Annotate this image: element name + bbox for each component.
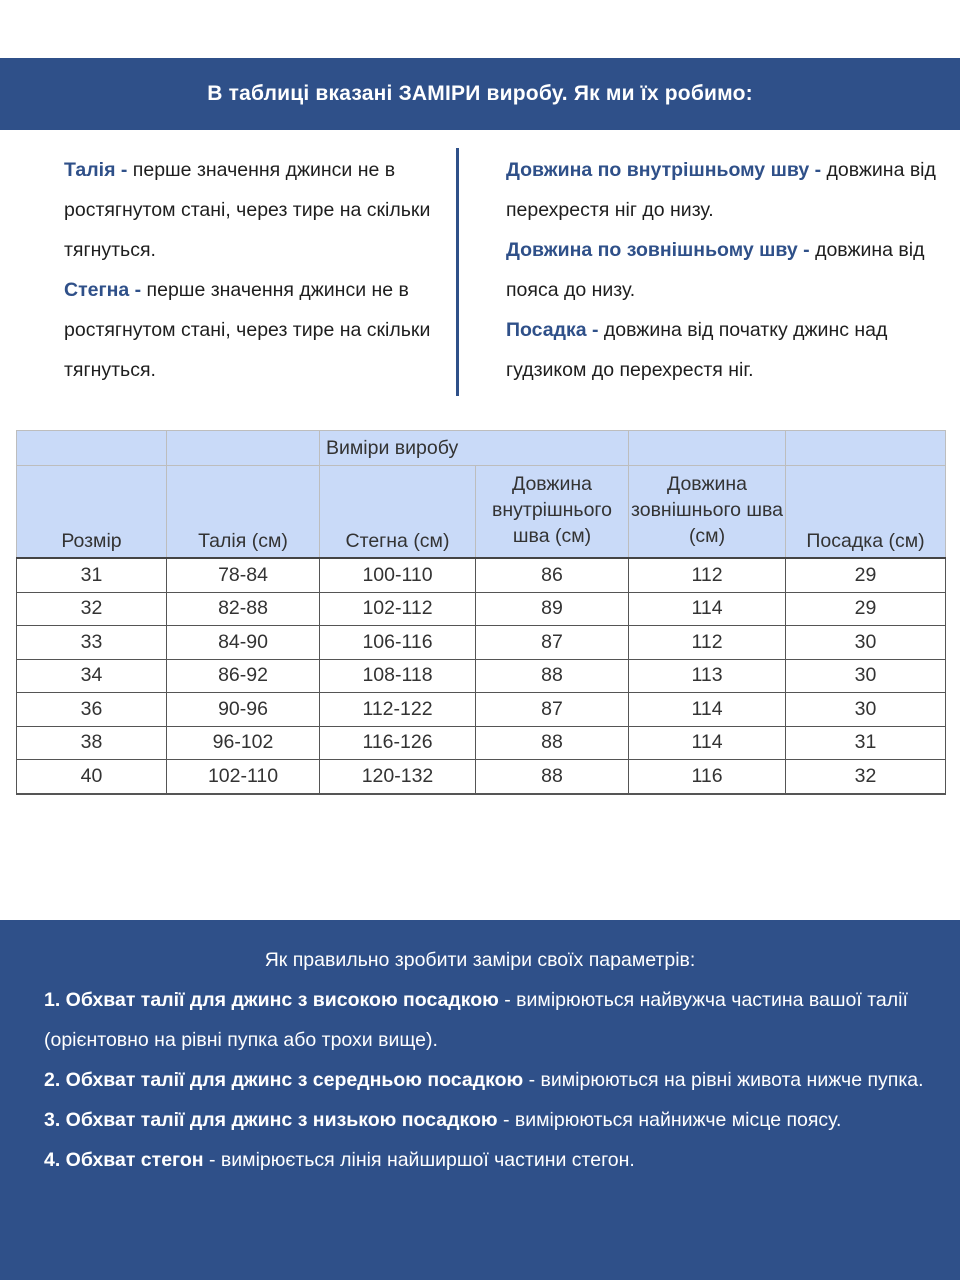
cell-hips: 120-132 xyxy=(320,760,476,794)
step-text: - вимірюються на рівні живота нижче пупка. xyxy=(523,1069,924,1091)
table-row xyxy=(17,693,946,727)
cell-rise: 30 xyxy=(786,693,946,727)
column-header-waist: Талія (см) xyxy=(167,466,320,559)
cell-hips: 108-118 xyxy=(320,659,476,693)
definition-rise xyxy=(506,310,936,390)
cell-size: 33 xyxy=(17,626,167,660)
cell-waist: 78-84 xyxy=(167,558,320,592)
column-header-outseam: Довжина зовнішнього шва (см) xyxy=(629,466,786,559)
group-header-label: Виміри виробу xyxy=(320,431,629,466)
cell-rise: 30 xyxy=(786,659,946,693)
step-title: 4. Обхват стегон xyxy=(44,1149,204,1171)
cell-waist: 96-102 xyxy=(167,726,320,760)
cell-hips: 112-122 xyxy=(320,693,476,727)
group-header-cell xyxy=(629,431,786,466)
cell-outseam: 114 xyxy=(629,726,786,760)
step-text: - вимірюються найвужча частина вашої талії (орієнтовно на рівні пупка або трохи вище). xyxy=(44,989,908,1051)
table-row xyxy=(17,558,946,592)
cell-size: 38 xyxy=(17,726,167,760)
how-to-steps xyxy=(44,980,934,1180)
cell-hips: 106-116 xyxy=(320,626,476,660)
definition-text: довжина від перехрестя ніг до низу. xyxy=(506,159,936,221)
how-to-title: Як правильно зробити заміри своїх параметрів: xyxy=(264,949,696,971)
definition-outseam xyxy=(506,230,936,310)
cell-waist: 82-88 xyxy=(167,592,320,626)
step-item xyxy=(44,1140,934,1180)
definition-term: Талія - xyxy=(64,159,128,181)
definition-term: Довжина по внутрішньому шву - xyxy=(506,159,822,181)
step-title: 2. Обхват талії для джинс з середньою посадкою xyxy=(44,1069,524,1091)
size-table-area xyxy=(16,430,946,795)
definition-text: довжина від початку джинс над гудзиком до перехрестя ніг. xyxy=(506,319,888,381)
cell-size: 36 xyxy=(17,693,167,727)
cell-outseam: 114 xyxy=(629,693,786,727)
cell-inseam: 87 xyxy=(476,626,629,660)
size-table xyxy=(16,430,946,795)
cell-size: 34 xyxy=(17,659,167,693)
cell-waist: 102-110 xyxy=(167,760,320,794)
group-header-cell xyxy=(17,431,167,466)
bottom-banner xyxy=(0,920,960,1280)
definition-text: перше значення джинси не в ростягнутом стані, через тире на скільки тягнуться. xyxy=(64,279,431,381)
definition-term: Стегна - xyxy=(64,279,142,301)
step-title: 1. Обхват талії для джинс з високою посадкою xyxy=(44,989,499,1011)
definition-text: довжина від пояса до низу. xyxy=(506,239,925,301)
table-row xyxy=(17,760,946,794)
table-row xyxy=(17,659,946,693)
table-row xyxy=(17,726,946,760)
top-banner xyxy=(0,58,960,130)
step-item xyxy=(44,980,934,1060)
cell-inseam: 87 xyxy=(476,693,629,727)
table-body xyxy=(17,558,946,794)
cell-inseam: 88 xyxy=(476,659,629,693)
cell-inseam: 86 xyxy=(476,558,629,592)
cell-hips: 100-110 xyxy=(320,558,476,592)
definition-text: перше значення джинси не в ростягнутом стані, через тире на скільки тягнуться. xyxy=(64,159,431,261)
cell-hips: 102-112 xyxy=(320,592,476,626)
cell-rise: 32 xyxy=(786,760,946,794)
cell-outseam: 116 xyxy=(629,760,786,794)
step-text: - вимірюється лінія найширшої частини стегон. xyxy=(203,1149,635,1171)
cell-rise: 29 xyxy=(786,592,946,626)
cell-inseam: 88 xyxy=(476,760,629,794)
cell-size: 31 xyxy=(17,558,167,592)
column-header-size: Розмір xyxy=(17,466,167,559)
cell-hips: 116-126 xyxy=(320,726,476,760)
group-header-cell xyxy=(167,431,320,466)
cell-waist: 84-90 xyxy=(167,626,320,660)
table-header-row xyxy=(17,466,946,559)
step-text: - вимірюються найнижче місце поясу. xyxy=(497,1109,842,1131)
cell-inseam: 89 xyxy=(476,592,629,626)
cell-outseam: 112 xyxy=(629,626,786,660)
cell-rise: 30 xyxy=(786,626,946,660)
definition-waist xyxy=(64,150,444,270)
cell-outseam: 114 xyxy=(629,592,786,626)
banner-title: В таблиці вказані ЗАМІРИ виробу. Як ми їх робимо: xyxy=(207,82,753,105)
cell-outseam: 112 xyxy=(629,558,786,592)
vertical-divider xyxy=(456,148,459,396)
column-header-rise: Посадка (см) xyxy=(786,466,946,559)
definition-hips xyxy=(64,270,444,390)
step-item xyxy=(44,1100,934,1140)
cell-outseam: 113 xyxy=(629,659,786,693)
column-header-inseam: Довжина внутрішнього шва (см) xyxy=(476,466,629,559)
table-row xyxy=(17,592,946,626)
definition-term: Довжина по зовнішньому шву - xyxy=(506,239,810,261)
step-item xyxy=(44,1060,934,1100)
cell-size: 40 xyxy=(17,760,167,794)
cell-waist: 86-92 xyxy=(167,659,320,693)
definition-term: Посадка - xyxy=(506,319,599,341)
table-row xyxy=(17,626,946,660)
cell-rise: 31 xyxy=(786,726,946,760)
definitions-right xyxy=(506,150,936,390)
definitions-left xyxy=(64,150,444,390)
step-title: 3. Обхват талії для джинс з низькою посадкою xyxy=(44,1109,498,1131)
cell-size: 32 xyxy=(17,592,167,626)
cell-inseam: 88 xyxy=(476,726,629,760)
table-group-header-row xyxy=(17,431,946,466)
group-header-cell xyxy=(786,431,946,466)
definition-inseam xyxy=(506,150,936,230)
cell-rise: 29 xyxy=(786,558,946,592)
column-header-hips: Стегна (см) xyxy=(320,466,476,559)
cell-waist: 90-96 xyxy=(167,693,320,727)
